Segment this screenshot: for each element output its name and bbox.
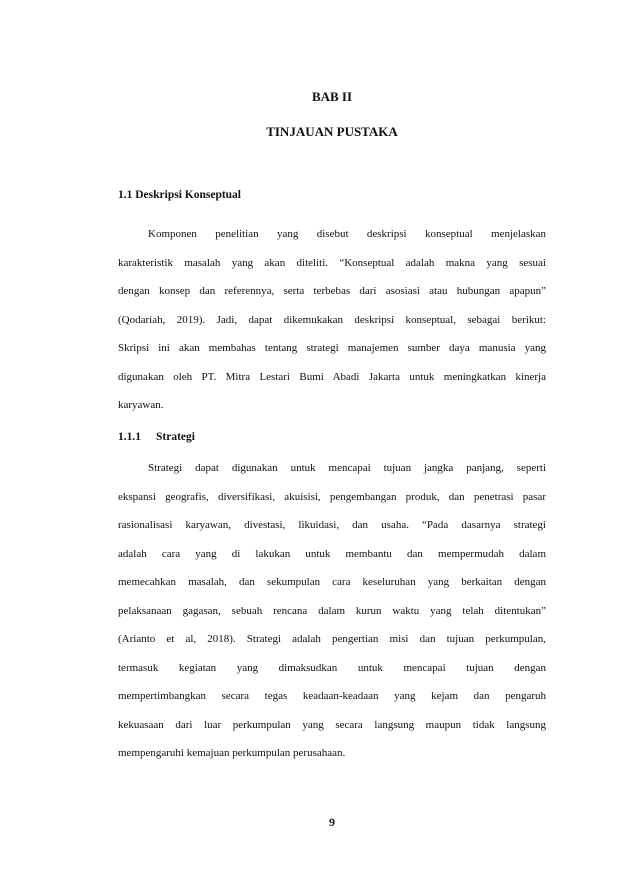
chapter-title: TINJAUAN PUSTAKA bbox=[266, 124, 398, 139]
paragraph-line: pelaksanaan gagasan, sebuah rencana dalam kurun waktu yang telah ditentukan” bbox=[118, 604, 546, 617]
paragraph-strategi bbox=[118, 461, 546, 775]
paragraph-line: memecahkan masalah, dan sekumpulan cara keseluruhan yang berkaitan dengan bbox=[118, 576, 546, 588]
chapter-number: BAB II bbox=[311, 89, 353, 104]
paragraph-line: termasuk kegiatan yang dimaksudkan untuk mencapai tujuan dengan bbox=[118, 661, 546, 674]
paragraph-line: (Qodariah, 2019). Jadi, dapat dikemukakan deskripsi konseptual, sebagai berikut: bbox=[118, 313, 546, 326]
page-number: 9 bbox=[329, 815, 335, 829]
paragraph-line: rasionalisasi karyawan, divestasi, likuidasi, dan usaha. “Pada dasarnya strategi bbox=[118, 519, 546, 531]
paragraph-line: kekuasaan dari luar perkumpulan yang secara langsung maupun tidak langsung bbox=[118, 718, 546, 731]
paragraph-line: adalah cara yang di lakukan untuk membantu dan mempermudah dalam bbox=[118, 547, 546, 560]
paragraph-line: dengan konsep dan referennya, serta terbebas dari asosiasi atau hubungan apapun” bbox=[118, 285, 546, 297]
paragraph-line: Komponen penelitian yang disebut deskripsi konseptual menjelaskan bbox=[148, 228, 546, 240]
paragraph-line: ekspansi geografis, diversifikasi, akuisisi, pengembangan produk, dan penetrasi pasar bbox=[118, 490, 546, 503]
paragraph-line: mempengaruhi kemajuan perkumpulan perusahaan. bbox=[118, 747, 346, 759]
paragraph-line: digunakan oleh PT. Mitra Lestari Bumi Abadi Jakarta untuk meningkatkan kinerja bbox=[118, 370, 546, 383]
subsection-heading-strategi bbox=[118, 431, 195, 443]
paragraph-line: Strategi dapat digunakan untuk mencapai tujuan jangka panjang, seperti bbox=[148, 462, 546, 474]
paragraph-line: (Arianto et al, 2018). Strategi adalah pengertian misi dan tujuan perkumpulan, bbox=[118, 633, 546, 645]
paragraph-line: mempertimbangkan secara tegas keadaan-keadaan yang kejam dan pengaruh bbox=[118, 690, 546, 702]
subsection-title: Strategi bbox=[156, 431, 195, 443]
subsection-number: 1.1.1 bbox=[118, 431, 141, 443]
paragraph-line: Skripsi ini akan membahas tentang strategi manajemen sumber daya manusia yang bbox=[118, 342, 546, 354]
paragraph-line: karyawan. bbox=[118, 399, 164, 411]
paragraph-deskripsi bbox=[118, 227, 546, 427]
paragraph-line: karakteristik masalah yang akan diteliti. “Konseptual adalah makna yang sesuai bbox=[118, 256, 546, 269]
section-heading-deskripsi: 1.1 Deskripsi Konseptual bbox=[118, 189, 242, 201]
